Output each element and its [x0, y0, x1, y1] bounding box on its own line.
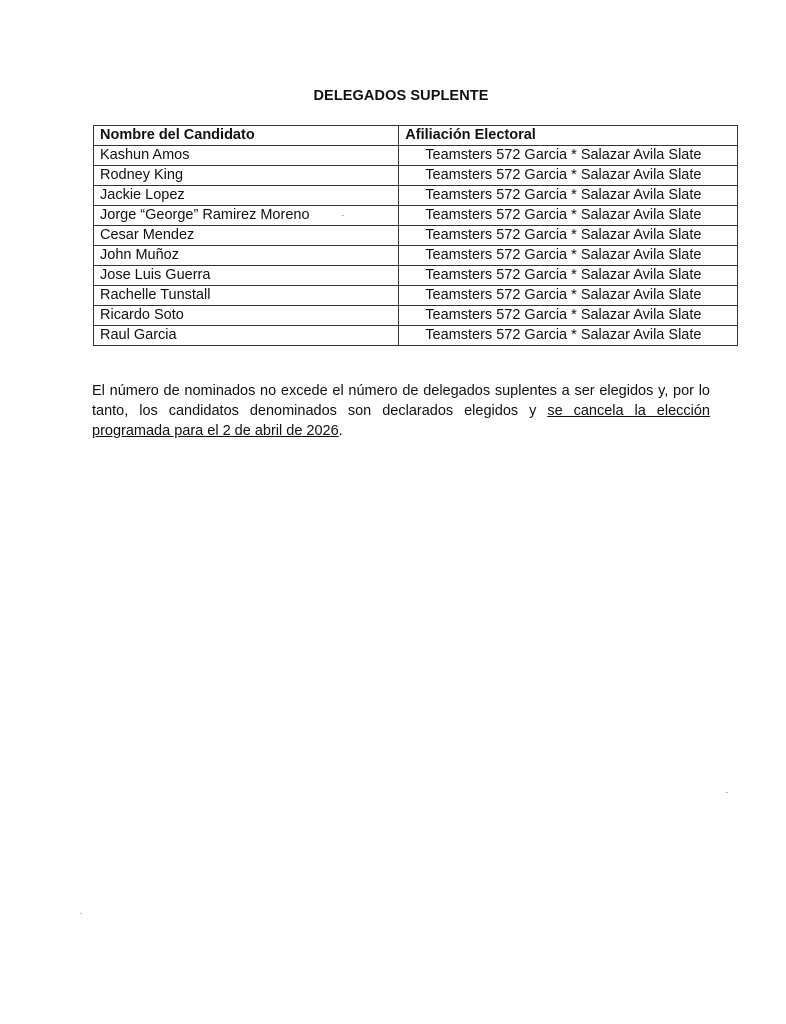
table-row: [94, 246, 738, 266]
table-row: [94, 186, 738, 206]
candidate-name: Jose Luis Guerra: [94, 266, 399, 286]
candidate-affiliation: Teamsters 572 Garcia * Salazar Avila Slate: [399, 246, 738, 266]
candidate-affiliation: Teamsters 572 Garcia * Salazar Avila Slate: [399, 266, 738, 286]
candidate-name: Ricardo Soto: [94, 306, 399, 326]
candidate-affiliation: Teamsters 572 Garcia * Salazar Avila Slate: [399, 166, 738, 186]
notice-underlined-text: se cancela la elección programada para el 2 de abril de 2026: [92, 402, 710, 439]
page-title: DELEGADOS SUPLENTE: [313, 88, 489, 104]
candidate-name: Jackie Lopez: [94, 186, 399, 206]
table-row: [94, 266, 738, 286]
candidate-name: Cesar Mendez: [94, 226, 399, 246]
table-row: [94, 306, 738, 326]
table-header-row: [94, 126, 738, 146]
column-header-name: Nombre del Candidato: [94, 126, 399, 146]
candidate-affiliation: Teamsters 572 Garcia * Salazar Avila Slate: [399, 306, 738, 326]
notice-paragraph: [92, 381, 710, 441]
table-row: [94, 226, 738, 246]
candidate-affiliation: Teamsters 572 Garcia * Salazar Avila Slate: [399, 326, 738, 346]
scan-speck: [726, 792, 728, 793]
table-row: [94, 166, 738, 186]
candidate-name: Jorge “George” Ramirez Moreno: [94, 206, 399, 226]
column-header-affiliation: Afiliación Electoral: [399, 126, 738, 146]
table-row: [94, 206, 738, 226]
candidates-table: [93, 125, 738, 346]
candidate-name: Rodney King: [94, 166, 399, 186]
candidate-affiliation: Teamsters 572 Garcia * Salazar Avila Slate: [399, 146, 738, 166]
candidate-name: Raul Garcia: [94, 326, 399, 346]
table-row: [94, 146, 738, 166]
table-row: [94, 326, 738, 346]
scan-speck: [342, 215, 344, 216]
candidate-name: Kashun Amos: [94, 146, 399, 166]
notice-end-punctuation: .: [338, 422, 343, 439]
candidate-name: John Muñoz: [94, 246, 399, 266]
candidate-affiliation: Teamsters 572 Garcia * Salazar Avila Slate: [399, 186, 738, 206]
candidate-affiliation: Teamsters 572 Garcia * Salazar Avila Slate: [399, 286, 738, 306]
notice-text: El número de nominados no excede el número de delegados suplentes a ser elegidos y, por lo tanto, los candidatos denominados son declarados elegidos y: [92, 382, 710, 419]
candidate-name: Rachelle Tunstall: [94, 286, 399, 306]
table-row: [94, 286, 738, 306]
candidate-affiliation: Teamsters 572 Garcia * Salazar Avila Slate: [399, 226, 738, 246]
scan-speck: [80, 913, 82, 914]
candidate-affiliation: Teamsters 572 Garcia * Salazar Avila Slate: [399, 206, 738, 226]
